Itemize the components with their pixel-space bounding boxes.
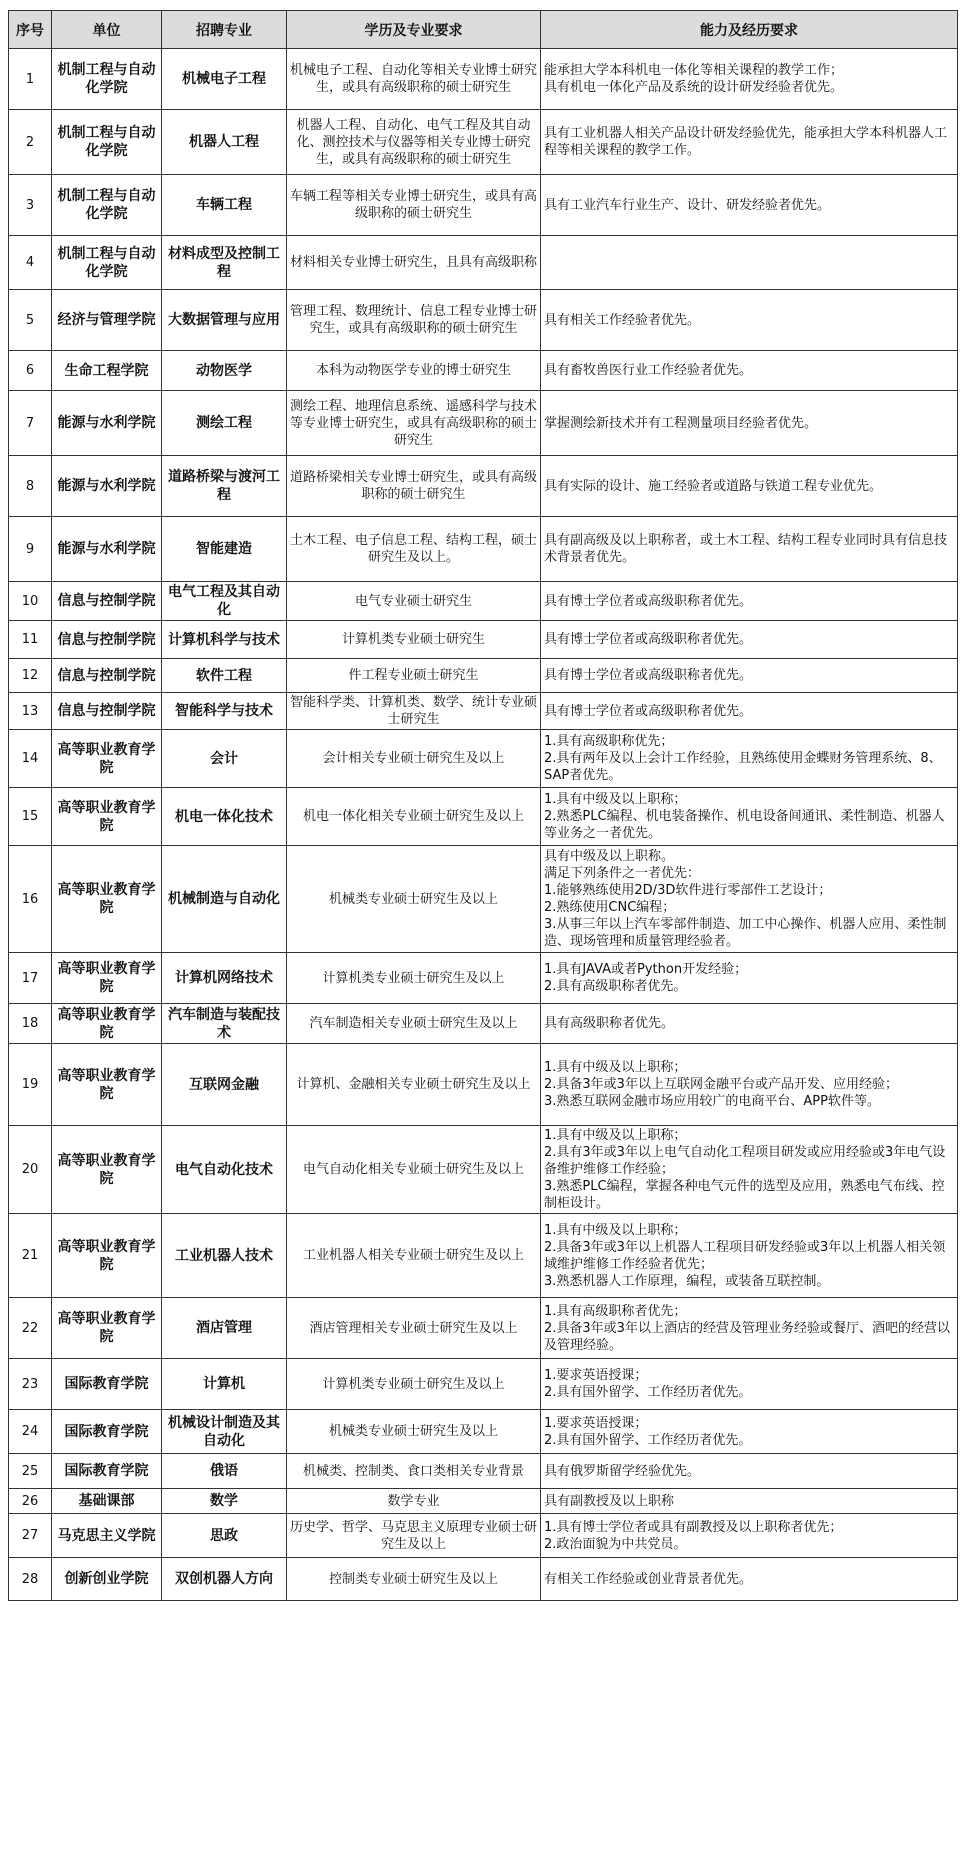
row-number: 14 — [9, 730, 52, 788]
experience-line: 1.具有高级职称者优先； — [544, 1303, 687, 1319]
row-experience — [541, 1558, 958, 1601]
experience-line: 1.具有中级及以上职称； — [544, 1128, 687, 1143]
row-number: 16 — [9, 846, 52, 953]
row-education: 计算机、金融相关专业硕士研究生及以上 — [287, 1044, 541, 1126]
table-row — [9, 175, 958, 236]
row-major: 智能科学与技术 — [162, 693, 287, 730]
table-row — [9, 456, 958, 517]
row-number: 4 — [9, 236, 52, 290]
row-education: 测绘工程、地理信息系统、遥感科学与技术等专业博士研究生，或具有高级职称的硕士研究生 — [287, 391, 541, 456]
table-row — [9, 788, 958, 846]
row-experience — [541, 659, 958, 693]
experience-line: 具有工业汽车行业生产、设计、研发经验者优先。 — [544, 197, 831, 213]
row-education: 会计相关专业硕士研究生及以上 — [287, 730, 541, 788]
header-unit: 单位 — [52, 11, 162, 49]
row-number: 27 — [9, 1514, 52, 1558]
row-experience — [541, 1489, 958, 1514]
row-education: 工业机器人相关专业硕士研究生及以上 — [287, 1214, 541, 1298]
header-education: 学历及专业要求 — [287, 11, 541, 49]
table-row — [9, 582, 958, 621]
experience-line: 2.具备3年或3年以上机器人工程项目研发经验或3年以上机器人相关领域维护维修工作经验者优先； — [544, 1239, 946, 1272]
row-unit: 能源与水利学院 — [52, 517, 162, 582]
recruitment-table — [8, 10, 958, 1601]
row-major: 工业机器人技术 — [162, 1214, 287, 1298]
row-education: 控制类专业硕士研究生及以上 — [287, 1558, 541, 1601]
row-unit: 信息与控制学院 — [52, 659, 162, 693]
row-unit: 机制工程与自动化学院 — [52, 110, 162, 175]
experience-line: 1.具有中级及以上职称； — [544, 1060, 687, 1075]
row-unit: 马克思主义学院 — [52, 1514, 162, 1558]
table-row — [9, 351, 958, 391]
experience-line: 能承担大学本科机电一体化等相关课程的教学工作； — [544, 63, 844, 78]
table-row — [9, 693, 958, 730]
table-row — [9, 1214, 958, 1298]
row-number: 12 — [9, 659, 52, 693]
row-number: 25 — [9, 1454, 52, 1489]
row-unit: 高等职业教育学院 — [52, 953, 162, 1004]
experience-line: 2.熟练使用CNC编程； — [544, 900, 676, 915]
row-experience — [541, 1004, 958, 1044]
table-row — [9, 953, 958, 1004]
row-unit: 高等职业教育学院 — [52, 1004, 162, 1044]
experience-line: 1.能够熟练使用2D/3D软件进行零部件工艺设计； — [544, 883, 832, 898]
row-education: 本科为动物医学专业的博士研究生 — [287, 351, 541, 391]
row-experience — [541, 730, 958, 788]
header-no: 序号 — [9, 11, 52, 49]
experience-line: 3.熟悉机器人工作原理，编程，或装备互联控制。 — [544, 1273, 830, 1289]
table-row — [9, 391, 958, 456]
row-number: 13 — [9, 693, 52, 730]
row-education: 计算机类专业硕士研究生及以上 — [287, 953, 541, 1004]
row-number: 5 — [9, 290, 52, 351]
row-unit: 高等职业教育学院 — [52, 1126, 162, 1214]
experience-line: 1.要求英语授课； — [544, 1415, 648, 1431]
row-unit: 能源与水利学院 — [52, 391, 162, 456]
row-major: 俄语 — [162, 1454, 287, 1489]
row-unit: 信息与控制学院 — [52, 693, 162, 730]
row-experience — [541, 49, 958, 110]
table-header-row — [9, 11, 958, 49]
table-row — [9, 1410, 958, 1454]
row-education: 机械类专业硕士研究生及以上 — [287, 1410, 541, 1454]
row-unit: 生命工程学院 — [52, 351, 162, 391]
row-education: 计算机类专业硕士研究生及以上 — [287, 1359, 541, 1410]
row-major: 数学 — [162, 1489, 287, 1514]
experience-line: 具有中级及以上职称。 — [544, 849, 675, 864]
experience-line: 具有俄罗斯留学经验优先。 — [544, 1463, 701, 1479]
table-row — [9, 1489, 958, 1514]
row-major: 机械制造与自动化 — [162, 846, 287, 953]
experience-line: 1.要求英语授课； — [544, 1368, 648, 1383]
row-experience — [541, 1454, 958, 1489]
experience-line: 2.具备3年或3年以上酒店的经营及管理业务经验或餐厅、酒吧的经营以及管理经验。 — [544, 1320, 950, 1353]
experience-line: 具有机电一体化产品及系统的设计研发经验者优先。 — [544, 80, 844, 95]
row-major: 材料成型及控制工程 — [162, 236, 287, 290]
table-row — [9, 1454, 958, 1489]
row-major: 机械电子工程 — [162, 49, 287, 110]
row-experience — [541, 175, 958, 236]
row-number: 28 — [9, 1558, 52, 1601]
row-unit: 基础课部 — [52, 1489, 162, 1514]
experience-line: 具有博士学位者或高级职称者优先。 — [544, 593, 753, 609]
row-education: 机械类、控制类、食口类相关专业背景 — [287, 1454, 541, 1489]
table-row — [9, 236, 958, 290]
row-major: 计算机网络技术 — [162, 953, 287, 1004]
row-number: 23 — [9, 1359, 52, 1410]
row-education: 材料相关专业博士研究生，且具有高级职称 — [287, 236, 541, 290]
row-education: 数学专业 — [287, 1489, 541, 1514]
row-education: 土木工程、电子信息工程、结构工程，硕士研究生及以上。 — [287, 517, 541, 582]
row-unit: 能源与水利学院 — [52, 456, 162, 517]
row-unit: 国际教育学院 — [52, 1410, 162, 1454]
row-number: 15 — [9, 788, 52, 846]
row-number: 2 — [9, 110, 52, 175]
table-row — [9, 1514, 958, 1558]
experience-line: 具有工业机器人相关产品设计研发经验优先，能承担大学本科机器人工程等相关课程的教学工作。 — [544, 126, 948, 158]
row-major: 机电一体化技术 — [162, 788, 287, 846]
row-education: 道路桥梁相关专业博士研究生，或具有高级职称的硕士研究生 — [287, 456, 541, 517]
row-education: 机械类专业硕士研究生及以上 — [287, 846, 541, 953]
header-major: 招聘专业 — [162, 11, 287, 49]
row-experience — [541, 110, 958, 175]
row-major: 动物医学 — [162, 351, 287, 391]
row-number: 9 — [9, 517, 52, 582]
row-unit: 高等职业教育学院 — [52, 788, 162, 846]
experience-line: 具有博士学位者或高级职称者优先。 — [544, 703, 753, 719]
row-education: 汽车制造相关专业硕士研究生及以上 — [287, 1004, 541, 1044]
experience-line: 具有相关工作经验者优先。 — [544, 312, 701, 328]
row-major: 互联网金融 — [162, 1044, 287, 1126]
table-body — [9, 49, 958, 1601]
table-row — [9, 1004, 958, 1044]
row-unit: 国际教育学院 — [52, 1454, 162, 1489]
row-experience — [541, 391, 958, 456]
experience-line: 3.从事三年以上汽车零部件制造、加工中心操作、机器人应用、柔性制造、现场管理和质量管理经验者。 — [544, 917, 947, 949]
experience-line: 3.熟悉PLC编程，掌握各种电气元件的选型及应用，熟悉电气布线、控制柜设计。 — [544, 1179, 945, 1211]
table-row — [9, 1126, 958, 1214]
row-experience — [541, 582, 958, 621]
table-row — [9, 110, 958, 175]
row-education: 智能科学类、计算机类、数学、统计专业硕士研究生 — [287, 693, 541, 730]
row-major: 大数据管理与应用 — [162, 290, 287, 351]
row-unit: 创新创业学院 — [52, 1558, 162, 1601]
row-unit: 机制工程与自动化学院 — [52, 49, 162, 110]
row-experience — [541, 236, 958, 290]
row-major: 电气自动化技术 — [162, 1126, 287, 1214]
experience-line: 满足下列条件之一者优先： — [544, 866, 701, 881]
experience-line: 1.具有中级及以上职称； — [544, 792, 687, 807]
experience-line: 2.具备3年或3年以上互联网金融平台或产品开发、应用经验； — [544, 1077, 898, 1092]
row-education: 电气专业硕士研究生 — [287, 582, 541, 621]
row-major: 汽车制造与装配技术 — [162, 1004, 287, 1044]
row-number: 20 — [9, 1126, 52, 1214]
row-experience — [541, 290, 958, 351]
row-unit: 高等职业教育学院 — [52, 846, 162, 953]
row-experience — [541, 1044, 958, 1126]
row-education: 酒店管理相关专业硕士研究生及以上 — [287, 1298, 541, 1359]
row-experience — [541, 1359, 958, 1410]
experience-line: 具有实际的设计、施工经验者或道路与铁道工程专业优先。 — [544, 478, 883, 494]
row-number: 10 — [9, 582, 52, 621]
table-row — [9, 1044, 958, 1126]
row-education: 车辆工程等相关专业博士研究生，或具有高级职称的硕士研究生 — [287, 175, 541, 236]
row-unit: 机制工程与自动化学院 — [52, 175, 162, 236]
row-unit: 信息与控制学院 — [52, 621, 162, 659]
row-experience — [541, 953, 958, 1004]
row-major: 智能建造 — [162, 517, 287, 582]
experience-line: 具有高级职称者优先。 — [544, 1016, 675, 1031]
row-major: 道路桥梁与渡河工程 — [162, 456, 287, 517]
experience-line: 具有副教授及以上职称 — [544, 1493, 675, 1509]
experience-line: 3.熟悉互联网金融市场应用较广的电商平台、APP软件等。 — [544, 1094, 880, 1109]
table-row — [9, 659, 958, 693]
table-row — [9, 49, 958, 110]
row-number: 3 — [9, 175, 52, 236]
row-number: 21 — [9, 1214, 52, 1298]
row-number: 26 — [9, 1489, 52, 1514]
experience-line: 具有畜牧兽医行业工作经验者优先。 — [544, 363, 753, 378]
row-major: 计算机科学与技术 — [162, 621, 287, 659]
row-major: 电气工程及其自动化 — [162, 582, 287, 621]
table-row — [9, 290, 958, 351]
experience-line: 具有博士学位者或高级职称者优先。 — [544, 668, 753, 683]
row-major: 双创机器人方向 — [162, 1558, 287, 1601]
row-number: 8 — [9, 456, 52, 517]
table-row — [9, 1298, 958, 1359]
row-education: 电气自动化相关专业硕士研究生及以上 — [287, 1126, 541, 1214]
row-number: 22 — [9, 1298, 52, 1359]
row-experience — [541, 621, 958, 659]
experience-line: 2.具有3年或3年以上电气自动化工程项目研发或应用经验或3年电气设备维护维修工作经验； — [544, 1145, 946, 1177]
experience-line: 1.具有中级及以上职称； — [544, 1222, 687, 1238]
row-education: 管理工程、数理统计、信息工程专业博士研究生，或具有高级职称的硕士研究生 — [287, 290, 541, 351]
experience-line: 2.具有国外留学、工作经历者优先。 — [544, 1432, 752, 1448]
row-education: 机器人工程、自动化、电气工程及其自动化、测控技术与仪器等相关专业博士研究生，或具有高级职称的硕士研究生 — [287, 110, 541, 175]
row-education: 计算机类专业硕士研究生 — [287, 621, 541, 659]
row-education: 机电一体化相关专业硕士研究生及以上 — [287, 788, 541, 846]
row-number: 1 — [9, 49, 52, 110]
row-major: 测绘工程 — [162, 391, 287, 456]
experience-line: 掌握测绘新技术并有工程测量项目经验者优先。 — [544, 415, 818, 431]
row-unit: 高等职业教育学院 — [52, 730, 162, 788]
row-number: 17 — [9, 953, 52, 1004]
row-unit: 高等职业教育学院 — [52, 1214, 162, 1298]
experience-line: 有相关工作经验或创业背景者优先。 — [544, 1571, 753, 1587]
experience-line: 具有副高级及以上职称者，或土木工程、结构工程专业同时具有信息技术背景者优先。 — [544, 533, 948, 565]
row-number: 11 — [9, 621, 52, 659]
row-unit: 信息与控制学院 — [52, 582, 162, 621]
row-number: 19 — [9, 1044, 52, 1126]
row-number: 24 — [9, 1410, 52, 1454]
experience-line: 1.具有博士学位者或具有副教授及以上职称者优先； — [544, 1519, 843, 1535]
experience-line: 2.具有高级职称者优先。 — [544, 979, 687, 994]
row-major: 思政 — [162, 1514, 287, 1558]
table-row — [9, 846, 958, 953]
row-experience — [541, 351, 958, 391]
row-experience — [541, 1410, 958, 1454]
experience-line: 2.政治面貌为中共党员。 — [544, 1536, 687, 1552]
row-experience — [541, 456, 958, 517]
row-number: 7 — [9, 391, 52, 456]
row-major: 机器人工程 — [162, 110, 287, 175]
experience-line: 1.具有高级职称优先； — [544, 734, 674, 749]
row-education: 机械电子工程、自动化等相关专业博士研究生，或具有高级职称的硕士研究生 — [287, 49, 541, 110]
experience-line: 2.熟悉PLC编程、机电装备操作、机电设备间通讯、柔性制造、机器人等业务之一者优先。 — [544, 809, 945, 841]
row-unit: 国际教育学院 — [52, 1359, 162, 1410]
row-education: 件工程专业硕士研究生 — [287, 659, 541, 693]
row-experience — [541, 517, 958, 582]
table-row — [9, 730, 958, 788]
row-experience — [541, 1514, 958, 1558]
row-major: 软件工程 — [162, 659, 287, 693]
row-unit: 高等职业教育学院 — [52, 1044, 162, 1126]
row-major: 酒店管理 — [162, 1298, 287, 1359]
row-experience — [541, 788, 958, 846]
row-unit: 高等职业教育学院 — [52, 1298, 162, 1359]
row-experience — [541, 1298, 958, 1359]
table-row — [9, 1558, 958, 1601]
row-major: 机械设计制造及其自动化 — [162, 1410, 287, 1454]
row-experience — [541, 846, 958, 953]
table-row — [9, 1359, 958, 1410]
experience-line: 2.具有两年及以上会计工作经验，且熟练使用金蝶财务管理系统、8、SAP者优先。 — [544, 751, 942, 783]
row-experience — [541, 1126, 958, 1214]
row-experience — [541, 1214, 958, 1298]
table-row — [9, 621, 958, 659]
row-education: 历史学、哲学、马克思主义原理专业硕士研究生及以上 — [287, 1514, 541, 1558]
row-major: 车辆工程 — [162, 175, 287, 236]
row-number: 18 — [9, 1004, 52, 1044]
experience-line: 1.具有JAVA或者Python开发经验； — [544, 962, 748, 977]
row-number: 6 — [9, 351, 52, 391]
table-row — [9, 517, 958, 582]
row-major: 计算机 — [162, 1359, 287, 1410]
experience-line: 具有博士学位者或高级职称者优先。 — [544, 632, 753, 647]
row-major: 会计 — [162, 730, 287, 788]
row-unit: 机制工程与自动化学院 — [52, 236, 162, 290]
experience-line: 2.具有国外留学、工作经历者优先。 — [544, 1385, 752, 1400]
row-experience — [541, 693, 958, 730]
header-experience: 能力及经历要求 — [541, 11, 958, 49]
row-unit: 经济与管理学院 — [52, 290, 162, 351]
